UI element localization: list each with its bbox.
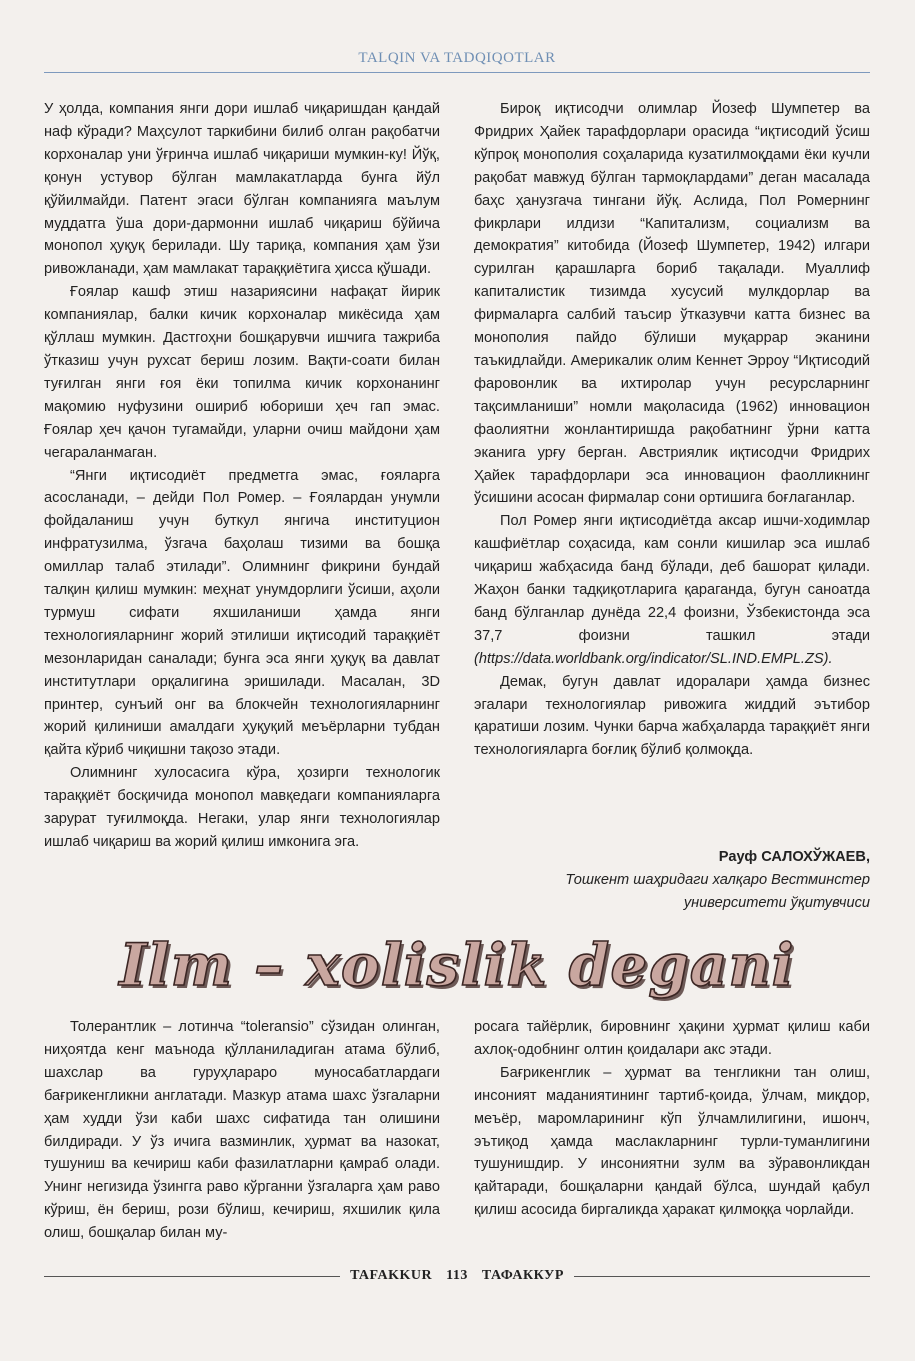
article-title: Ilm – xolislik degani [119, 931, 795, 999]
page-footer [44, 1268, 870, 1284]
author-name: Рауф САЛОХЎЖАЕВ, [718, 849, 870, 865]
left-column-top [44, 98, 440, 854]
author-affiliation-line2: университети ўқитувчиси [683, 894, 870, 911]
header-rule [44, 72, 870, 73]
page-number: 113 [446, 1268, 468, 1283]
paragraph: Бағрикенглик – ҳурмат ва тенгликни тан олиш, инсоният маданиятининг тартиб-қоида, ўлчам, миқдор, меъёр, маромларининг кўп ўлчамлилигини, ишонч, эътиқод ҳамда маслакларнинг турли-туманлигини тушунишдир. У инсониятни зулм ва зўравонликдан қайтаради, бошқаларни қандай бўлса, шундай қабул қилиш асосида биргаликда ҳаракат қилмоққа чорлайди. [474, 1064, 870, 1219]
section-header: TALQIN VA TADQIQOTLAR [358, 50, 556, 66]
footer-rule-right [574, 1276, 870, 1277]
paragraph: Демак, бугун давлат идоралари ҳамда бизнес эгалари технологиялар ривожига жиддий эътибор қаратиши лозим. Чунки барча жабҳаларда тараққиёт янги технологияларга боғлиқ бўлиб қолмоқда. [474, 673, 870, 759]
footer-magazine-cyrillic: ТАФАККУР [481, 1268, 564, 1283]
footer-magazine-latin: TAFAKKUR [350, 1268, 433, 1283]
source-url: (https://data.worldbank.org/indicator/SL.IND.EMPL.ZS). [474, 650, 833, 667]
footer-rule-left [44, 1276, 340, 1277]
paragraph-text: Пол Ромер янги иқтисодиётда аксар ишчи-ходимлар кашфиётлар соҳасида, кам сонли кишилар эса ишлаб чиқариш жабҳасида банд бўлади, деб башорат қилади. Жаҳон банки тадқиқотларига қараганда, бугун саноатда банд бўлганлар дунёда 22,4 фоизни, Ўзбекистонда эса 37,7 фоизни ташкил этади [474, 513, 870, 644]
paragraph: “Янги иқтисодиёт предметга эмас, ғояларга асосланади, – дейди Пол Ромер. – Ғоялардан унумли фойдаланиш учун буткул янгича институцион инфратузилма, ўзгача баҳолаш тизими ва бошқа омиллар талаб этилади”. Олимнинг фикрини бундай талқин қилиш мумкин: меҳнат унумдорлиги ўсиши, аҳоли турмуш сифати яхшиланиши ҳамда янги технологияларнинг жорий этилиши иқтисодий тараққиёт мезонларидан саналади; бунга эса янги ҳуқуқ ва давлат институтлари орқалигина эришилади. Масалан, 3D принтер, сунъий онг ва блокчейн технологияларнинг жорий қилиниши амалдаги ҳуқуқий меъёрларни тубдан қайта кўриб чиқишни тақозо этади. [44, 467, 440, 759]
paragraph: Ғоялар кашф этиш назариясини нафақат йирик компаниялар, балки кичик корхоналар микёсида ҳам қўллаш мумкин. Дастгоҳни бошқарувчи ишчига тажриба ўтказиш учун рухсат бериш лозим. Вақти-соати билан туғилган янги ғоя ёки топилма кичик корхонанинг мақомию нуфузини ошириб юбориши ҳеч гап эмас. Ғоялар ҳеч қачон тугамайди, уларни очиш майдони ҳам чегараланмаган. [44, 284, 440, 461]
author-signature [474, 846, 870, 915]
paragraph: росага тайёрлик, бировнинг ҳақини ҳурмат қилиш каби ахлоқ-одобнинг олтин қоидалари акс этади. [474, 1019, 870, 1058]
left-column-bottom [44, 1016, 440, 1245]
right-column-top [474, 98, 870, 762]
paragraph: У ҳолда, компания янги дори ишлаб чиқаришдан қандай наф кўради? Маҳсулот таркибини билиб олган рақобатчи корхоналар уни ўғринча ишлаб чиқариши мумкин-ку! Йўқ, қонун устувор бўлган мамлакатларда бунга йўл қўйилмайди. Патент эгаси бўлган компанияга маълум муддатга ўша дори-дармонни ишлаб чиқариш бўйича монопол ҳуқуқ берилади. Шу тариқа, компания ҳам ўзи ривожланади, ҳам мамлакат тараққиётига ҳисса қўшади. [44, 101, 440, 278]
author-affiliation-line1: Тошкент шаҳридаги халқаро Вестминстер [565, 871, 870, 888]
paragraph: Толерантлик – лотинча “toleransio” сўзидан олинган, ниҳоятда кенг маънода қўлланиладиган атама бўлиб, шахслар ва гуруҳлараро муносабатлардаги бағрикенгликни англатади. Мазкур атама шахс ўзгаларни ҳам худди ўзи каби шахс сифатида тан олишини билдиради. У ўз ичига вазминлик, ҳурмат ва назокат, тушуниш ва кечириш каби фазилатларни қамраб олади. Унинг негизида ўзингга раво кўрганни ўзгаларга ҳам раво кўриш, ён бериш, рози бўлиш, кечириш, яхшилик қила олиш, бошқалар билан му- [44, 1019, 440, 1242]
paragraph: Олимнинг хулосасига кўра, ҳозирги технологик тараққиёт босқичида монопол мавқедаги компанияларга зарурат туғилмоқда. Негаки, улар янги технологиялар ишлаб чиқариш ва жорий қилиш имконига эга. [44, 765, 440, 850]
right-column-bottom [474, 1016, 870, 1222]
paragraph-with-link [474, 510, 870, 670]
paragraph: Бироқ иқтисодчи олимлар Йозеф Шумпетер ва Фридрих Ҳайек тарафдорлари орасида “иқтисодий ўсиш кўпроқ монополия соҳаларида кузатилмоқдами ёки кучли рақобат мавжуд бўлган тармоқлардами” деган масалада баҳс ҳанузгача тингани йўқ. Аслида, Пол Ромернинг фикрлари илдизи “Капитализм, социализм ва демократия” китобида (Йозеф Шумпетер, 1942) илгари сурилган қарашларга бориб тақалади. Муаллиф капиталистик тизимда хусусий мулкдорлар ва фирмаларга салбий таъсир ўтказувчи катта бизнес ва монополия пайдо бўлиши муқаррар эканини таъкидлайди. Америкалик олим Кеннет Эрроу “Иқтисодий фаровонлик ва ихтиролар учун ресурсларнинг тақсимланиши” номли мақоласида (1962) инновацион фаолиятни жонлантиришда рақобатнинг ўрни катта эканига урғу берган. Австриялик иқтисодчи Фридрих Ҳайек тарафдорлари эса инновацион фаолликнинг ўсишини асосан фирмалар сони ортишига боғлаганлар. [474, 101, 870, 507]
